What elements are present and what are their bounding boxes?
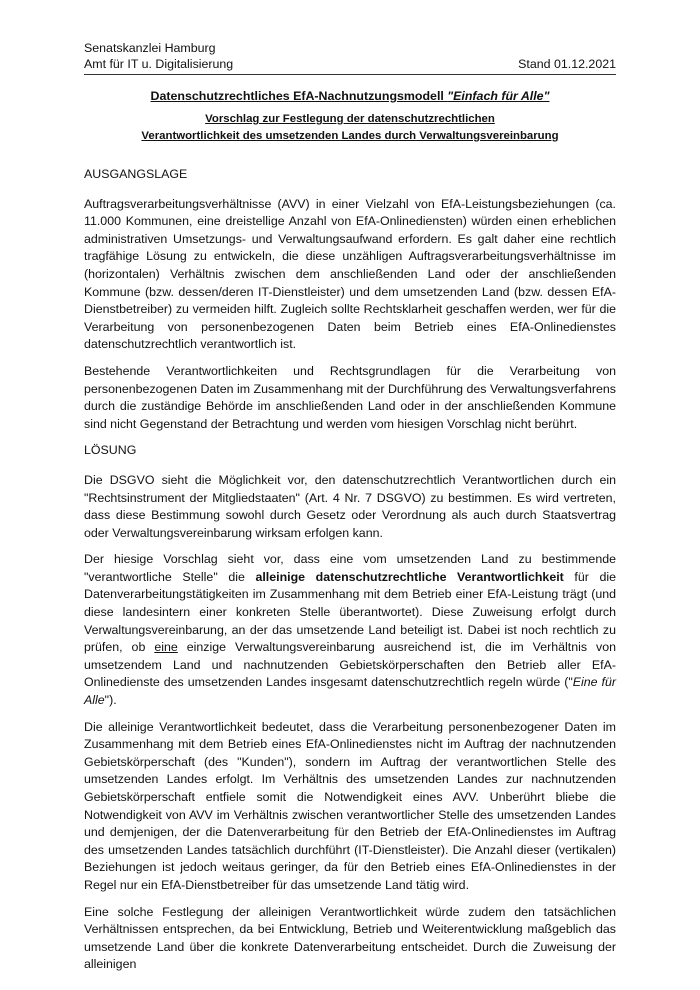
paragraph-loesung-2	[84, 551, 616, 709]
header-org: Senatskanzlei Hamburg	[84, 41, 216, 55]
header-dept: Amt für IT u. Digitalisierung	[84, 57, 234, 71]
p2-text-b: für die Datenverarbeitungstätigkeiten im Zusammenhang mit dem Betrieb einer EfA-Leistung trägt (und diese landesintern einer konkreten Stelle überantwortet). Diese Zuweisung erfolgt durch Verwaltungsvereinbarung, an der das umsetzende Land beteiligt ist. Dabei ist noch rechtlich zu prüfen, ob	[84, 569, 616, 655]
subtitle-line1: Vorschlag zur Festlegung der datenschutzrechtlichen	[205, 113, 495, 125]
p2-italic: Eine für Alle	[84, 675, 617, 708]
p2-text-d: ").	[104, 693, 117, 708]
document-body	[84, 166, 616, 974]
header-line	[84, 57, 616, 71]
document-subtitle	[84, 111, 616, 145]
p2-text-a: Der hiesige Vorschlag sieht vor, dass eine vom umsetzenden Land zu bestimmende "verantwortliche Stelle" die	[84, 552, 616, 584]
paragraph-loesung-4: Eine solche Festlegung der alleinigen Verantwortlichkeit würde zudem den tatsächlichen Verhältnissen entsprechen, da bei Entwicklung, Betrieb und Weiterentwicklung maßgeblich das umsetzende Land über die konkrete Datenverarbeitung entscheidet. Durch die Zuweisung der alleinigen	[84, 904, 616, 972]
header-divider	[84, 74, 616, 75]
p2-bold: alleinige datenschutzrechtliche Verantwortlichkeit	[255, 569, 564, 584]
paragraph-loesung-3: Die alleinige Verantwortlichkeit bedeutet, dass die Verarbeitung personenbezogener Daten im Zusammenhang mit dem Betrieb eines EfA-Onlinedienstes nicht im Auftrag der nachnutzenden Gebietskörperschaft (des "Kunden"), sondern im Auftrag der verantwortlichen Stelle des umsetzenden Landes erfolgt. Im Verhältnis des umsetzenden Landes zur nachnutzenden Gebietskörperschaft entfiele somit die Notwendigkeit eines AVV. Unberührt bliebe die Notwendigkeit von AVV im Verhältnis zwischen verantwortlicher Stelle des umsetzenden Landes und demjenigen, der die Datenverarbeitung für den Betrieb der EfA-Onlinedienstes im Auftrag des umsetzenden Landes tatsächlich durchführt (IT-Dienstleister). Die Anzahl dieser (vertikalen) Beziehungen ist jedoch weitaus geringer, da für den Betrieb eines EfA-Onlinedienstes in der Regel nur ein EfA-Dienstbetreiber für das umsetzende Land tätig wird.	[84, 719, 616, 892]
paragraph-ausgangslage-2: Bestehende Verantwortlichkeiten und Rechtsgrundlagen für die Verarbeitung von personenbezogenen Daten im Zusammenhang mit der Durchführung des Verwaltungsverfahrens durch die zuständige Behörde im anschließenden Land oder in der anschließenden Kommune sind nicht Gegenstand der Betrachtung und werden vom hiesigen Vorschlag nicht berührt.	[84, 363, 616, 431]
document-title	[84, 89, 616, 103]
subtitle-line2: Verantwortlichkeit des umsetzenden Landes durch Verwaltungsvereinbarung	[141, 130, 559, 142]
header-date: Stand 01.12.2021	[518, 57, 616, 71]
section-heading-ausgangslage: AUSGANGSLAGE	[84, 167, 188, 181]
p2-text-c: einzige Verwaltungsvereinbarung ausreichend ist, die im Verhältnis von umsetzendem Land und nachnutzenden Gebietskörperschaften den Betrieb aller EfA-Onlinedienste des umsetzenden Landes insgesamt datenschutzrechtlich regeln würde ("	[84, 640, 616, 690]
title-main: Datenschutzrechtliches EfA-Nachnutzungsmodell	[150, 89, 448, 103]
section-heading-loesung: LÖSUNG	[84, 443, 137, 458]
paragraph-loesung-1: Die DSGVO sieht die Möglichkeit vor, den datenschutzrechtlich Verantwortlichen durch ein "Rechtsinstrument der Mitgliedstaaten" (Art. 4 Nr. 7 DSGVO) zu bestimmen. Es wird vertreten, dass diese Bestimmung sowohl durch Gesetz oder Verordnung als auch durch Staatsvertrag oder Verwaltungsvereinbarung wirksam erfolgen kann.	[84, 472, 616, 540]
p2-underline: eine	[154, 640, 178, 655]
title-italic: "Einfach für Alle"	[447, 89, 550, 103]
paragraph-ausgangslage-1: Auftragsverarbeitungsverhältnisse (AVV) in einer Vielzahl von EfA-Leistungsbeziehungen (ca. 11.000 Kommunen, eine dreistellige Anzahl von EfA-Onlinediensten) würden einen erheblichen administrativen Umsetzungs- und Verwaltungsaufwand erfordern. Es galt daher eine rechtlich tragfähige Lösung zu entwickeln, die diese unzähligen Auftragsverarbeitungsverhältnisse im (horizontalen) Verhältnis zwischen dem anschließenden Land oder der anschließenden Kommune (bzw. dessen/deren IT-Dienstleister) und dem umsetzenden Land (bzw. dessen EfA-Dienstbetreiber) zu vermeiden hilft. Zugleich sollte Rechtsklarheit geschaffen werden, wer für die Verarbeitung von personenbezogenen Daten beim Betrieb eines EfA-Onlinedienstes datenschutzrechtlich verantwortlich ist.	[84, 196, 616, 352]
